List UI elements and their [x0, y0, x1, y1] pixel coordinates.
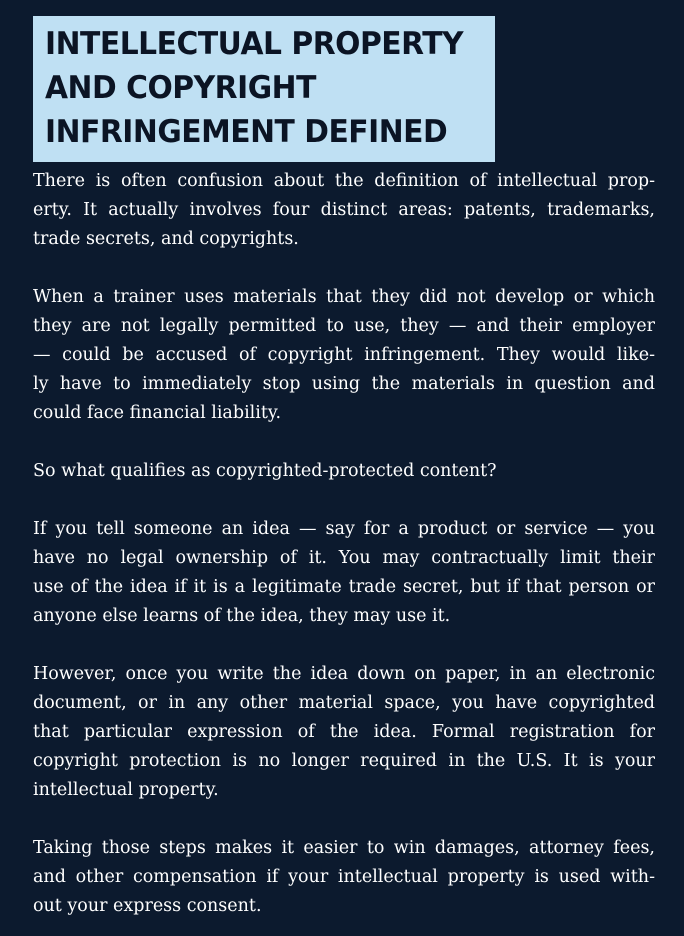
text-line: Taking those steps makes it easier to win damages, attorney fees, [33, 838, 655, 858]
text-line: anyone else learns of the idea, they may use it. [33, 606, 451, 626]
paragraph-infringement [33, 283, 655, 428]
text-line: could face financial liability. [33, 403, 282, 423]
text-line: erty. It actually involves four distinct areas: patents, trademarks, [33, 200, 655, 220]
text-line: ly have to immediately stop using the materials in question and [33, 374, 655, 394]
text-line: copyright protection is no longer required in the U.S. It is your [33, 751, 655, 771]
text-line: There is often confusion about the definition of intellectual prop- [33, 171, 655, 191]
text-line: When a trainer uses materials that they did not develop or which [33, 287, 655, 307]
text-line: use of the idea if it is a legitimate trade secret, but if that person or [33, 577, 655, 597]
article-body [33, 167, 655, 921]
title-banner [33, 16, 495, 162]
paragraph-expression [33, 660, 655, 805]
text-line: that particular expression of the idea. Formal registration for [33, 722, 655, 742]
text-line: have no legal ownership of it. You may contractually limit their [33, 548, 655, 568]
paragraph-idea [33, 515, 655, 631]
paragraph-damages [33, 834, 655, 921]
text-line: document, or in any other material space, you have copyrighted [33, 693, 655, 713]
title-line-1: INTELLECTUAL PROPERTY [45, 26, 464, 62]
paragraph-question [33, 457, 655, 486]
text-line: they are not legally permitted to use, they — and their employer [33, 316, 655, 336]
text-line: So what qualifies as copyrighted-protected content? [33, 461, 497, 481]
text-line: If you tell someone an idea — say for a product or service — you [33, 519, 655, 539]
text-line: and other compensation if your intellectual property is used with- [33, 867, 655, 887]
text-line: intellectual property. [33, 780, 219, 800]
text-line: out your express consent. [33, 896, 262, 916]
text-line: trade secrets, and copyrights. [33, 229, 299, 249]
title-line-2: AND COPYRIGHT [45, 70, 316, 106]
text-line: — could be accused of copyright infringement. They would like- [33, 345, 655, 365]
title-line-3: INFRINGEMENT DEFINED [45, 114, 448, 150]
text-line: However, once you write the idea down on paper, in an electronic [33, 664, 655, 684]
paragraph-intro [33, 167, 655, 254]
